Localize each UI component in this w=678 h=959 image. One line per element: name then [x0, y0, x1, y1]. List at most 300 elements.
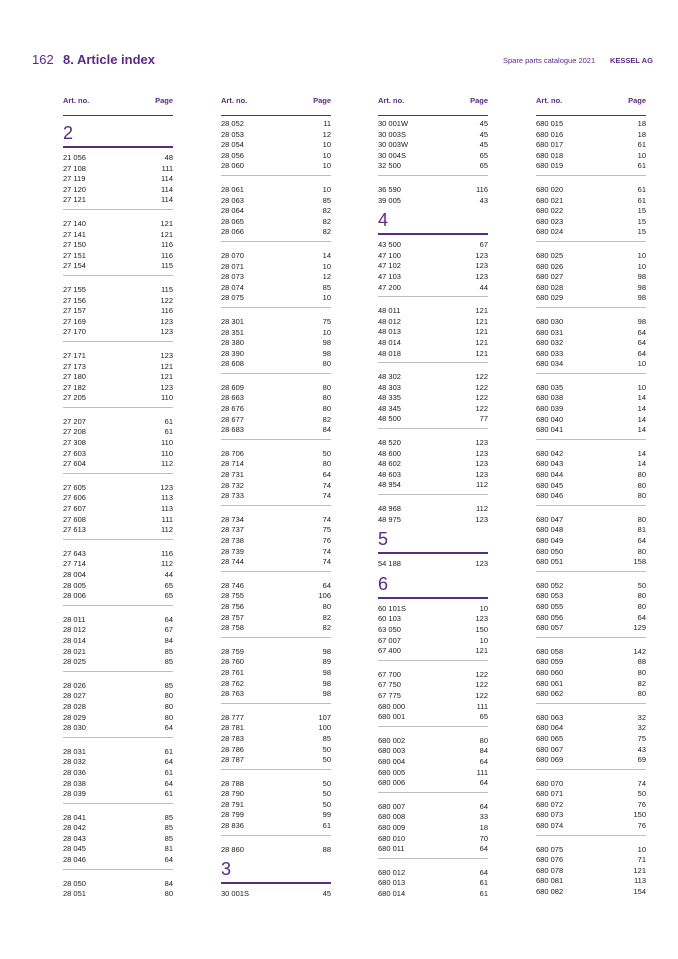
index-rows	[378, 116, 488, 899]
page-reference: 10	[322, 161, 331, 171]
page-reference: 114	[161, 195, 173, 205]
article-number: 680 034	[536, 359, 564, 369]
article-number: 67 750	[378, 680, 401, 690]
article-number: 28 028	[63, 701, 86, 711]
page-reference: 110	[161, 438, 173, 448]
article-number: 680 067	[536, 744, 564, 754]
page-reference: 116	[476, 184, 488, 194]
page-reference: 121	[633, 865, 646, 875]
page-reference: 110	[161, 448, 173, 458]
page-title: 8. Article index	[63, 52, 155, 67]
page-reference: 80	[637, 689, 646, 699]
index-row	[536, 151, 646, 162]
column-header	[221, 96, 331, 116]
index-row	[378, 449, 488, 460]
index-row	[63, 219, 173, 230]
page-reference: 85	[322, 733, 331, 743]
page-reference: 80	[164, 701, 173, 711]
index-column-2	[221, 96, 331, 900]
page-reference: 82	[322, 206, 331, 216]
group-underline	[63, 146, 173, 148]
index-row	[536, 855, 646, 866]
index-row	[221, 317, 331, 328]
index-row	[221, 889, 331, 900]
group-underline	[378, 552, 488, 554]
article-number: 28 038	[63, 778, 86, 788]
page-header-label: Page	[155, 96, 173, 105]
index-row	[221, 591, 331, 602]
catalogue-label: Spare parts catalogue 2021	[503, 56, 596, 65]
page-reference: 82	[322, 612, 331, 622]
page-reference: 142	[633, 646, 646, 656]
index-row	[536, 227, 646, 238]
index-row	[221, 581, 331, 592]
page-reference: 123	[475, 459, 488, 469]
group-separator	[536, 373, 646, 383]
page-reference: 50	[637, 580, 646, 590]
index-row	[63, 702, 173, 713]
page-reference: 44	[479, 282, 488, 292]
page-reference: 61	[164, 746, 173, 756]
page-reference: 111	[161, 514, 173, 524]
page-reference: 123	[160, 382, 173, 392]
article-number: 28 758	[221, 623, 244, 633]
article-number: 28 066	[221, 227, 244, 237]
page-reference: 80	[322, 382, 331, 392]
page-reference: 122	[475, 372, 488, 382]
article-number: 47 103	[378, 271, 401, 281]
article-number: 28 761	[221, 667, 244, 677]
group-separator	[63, 275, 173, 285]
index-row	[221, 383, 331, 394]
page-reference: 61	[164, 767, 173, 777]
page-reference: 98	[322, 689, 331, 699]
page-reference: 64	[164, 723, 173, 733]
article-number: 28 070	[221, 250, 244, 260]
page-reference: 14	[322, 250, 331, 260]
index-row	[536, 734, 646, 745]
article-number: 27 607	[63, 504, 86, 514]
group-separator	[63, 671, 173, 681]
group-heading	[378, 528, 488, 554]
index-row	[378, 404, 488, 415]
article-number: 27 170	[63, 327, 86, 337]
article-number: 27 180	[63, 372, 86, 382]
index-row	[63, 251, 173, 262]
index-row	[63, 296, 173, 307]
column-header	[536, 96, 646, 116]
article-number: 30 003S	[378, 129, 406, 139]
index-row	[378, 614, 488, 625]
index-row	[63, 844, 173, 855]
group-label: 2	[63, 123, 74, 143]
page-reference: 14	[637, 414, 646, 424]
page-reference: 10	[322, 184, 331, 194]
index-row	[221, 647, 331, 658]
article-number: 28 050	[63, 878, 86, 888]
page-reference: 14	[637, 404, 646, 414]
page-reference: 64	[164, 757, 173, 767]
index-row	[378, 636, 488, 647]
article-number: 680 008	[378, 812, 406, 822]
article-number: 28 739	[221, 546, 244, 556]
index-row	[536, 140, 646, 151]
page-reference: 88	[637, 657, 646, 667]
article-number: 28 380	[221, 338, 244, 348]
group-separator	[63, 473, 173, 483]
index-row	[221, 119, 331, 130]
index-row	[378, 196, 488, 207]
index-row	[63, 383, 173, 394]
page-reference: 75	[322, 525, 331, 535]
article-number: 680 003	[378, 746, 406, 756]
article-number: 48 345	[378, 403, 401, 413]
page-reference: 123	[475, 438, 488, 448]
index-row	[221, 338, 331, 349]
index-row	[378, 414, 488, 425]
group-separator	[221, 241, 331, 251]
page-reference: 114	[161, 174, 173, 184]
index-row	[536, 689, 646, 700]
page-reference: 10	[322, 293, 331, 303]
article-number: 680 017	[536, 140, 564, 150]
article-number: 48 018	[378, 348, 401, 358]
article-number: 680 041	[536, 425, 564, 435]
index-row	[221, 745, 331, 756]
page-reference: 50	[637, 789, 646, 799]
index-row	[536, 581, 646, 592]
article-number: 67 400	[378, 646, 401, 656]
article-number: 60 101S	[378, 603, 406, 613]
article-number: 680 065	[536, 733, 564, 743]
page-reference: 48	[164, 153, 173, 162]
article-number: 680 050	[536, 546, 564, 556]
article-number: 27 603	[63, 448, 86, 458]
index-row	[378, 823, 488, 834]
index-row	[536, 491, 646, 502]
index-row	[378, 604, 488, 615]
page-reference: 80	[637, 546, 646, 556]
group-separator	[378, 660, 488, 670]
page-reference: 14	[637, 393, 646, 403]
index-row	[536, 536, 646, 547]
page-reference: 122	[160, 295, 173, 305]
article-number: 28 734	[221, 514, 244, 524]
page-reference: 32	[637, 712, 646, 722]
index-row	[221, 251, 331, 262]
index-row	[63, 789, 173, 800]
index-row	[378, 757, 488, 768]
page-reference: 10	[637, 844, 646, 854]
article-number: 28 006	[63, 591, 86, 601]
article-number: 27 120	[63, 184, 86, 194]
index-row	[63, 174, 173, 185]
index-row	[63, 459, 173, 470]
index-row	[378, 504, 488, 515]
index-row	[63, 261, 173, 272]
group-separator	[63, 737, 173, 747]
page-reference: 64	[479, 867, 488, 877]
page-reference: 85	[164, 833, 173, 843]
index-row	[221, 185, 331, 196]
page-reference: 123	[475, 469, 488, 479]
article-number: 28 737	[221, 525, 244, 535]
page-reference: 85	[164, 812, 173, 822]
article-number: 680 035	[536, 382, 564, 392]
index-row	[63, 362, 173, 373]
group-separator	[221, 571, 331, 581]
index-row	[378, 283, 488, 294]
article-number: 28 060	[221, 161, 244, 171]
article-number: 28 046	[63, 855, 86, 865]
article-number: 680 051	[536, 557, 564, 567]
page-reference: 85	[164, 657, 173, 667]
article-number: 28 799	[221, 810, 244, 820]
article-number: 28 763	[221, 689, 244, 699]
group-separator	[63, 209, 173, 219]
page-reference: 64	[637, 338, 646, 348]
page-reference: 74	[322, 557, 331, 567]
page-reference: 80	[322, 393, 331, 403]
article-number: 28 042	[63, 823, 86, 833]
article-number: 680 046	[536, 491, 564, 501]
index-row	[63, 438, 173, 449]
index-row	[536, 679, 646, 690]
page-reference: 85	[164, 646, 173, 656]
article-number: 680 042	[536, 448, 564, 458]
page-reference: 74	[322, 491, 331, 501]
article-number: 28 676	[221, 404, 244, 414]
article-number: 680 021	[536, 195, 564, 205]
index-row	[63, 153, 173, 164]
page-reference: 65	[164, 580, 173, 590]
index-row	[63, 230, 173, 241]
article-number: 680 059	[536, 657, 564, 667]
article-number: 28 609	[221, 382, 244, 392]
index-row	[221, 536, 331, 547]
article-number: 680 013	[378, 878, 406, 888]
article-number: 30 004S	[378, 150, 406, 160]
article-number: 28 043	[63, 833, 86, 843]
index-row	[378, 889, 488, 900]
index-row	[378, 625, 488, 636]
art-no-header: Art. no.	[63, 96, 90, 105]
article-number: 67 775	[378, 690, 401, 700]
article-number: 28 746	[221, 580, 244, 590]
article-number: 680 053	[536, 591, 564, 601]
article-number: 28 836	[221, 821, 244, 831]
page-reference: 14	[637, 448, 646, 458]
page-reference: 88	[322, 844, 331, 854]
page-reference: 64	[637, 536, 646, 545]
index-row	[221, 151, 331, 162]
article-number: 27 108	[63, 163, 86, 173]
index-row	[536, 723, 646, 734]
page-reference: 123	[160, 482, 173, 492]
page-reference: 122	[475, 669, 488, 679]
article-number: 28 791	[221, 799, 244, 809]
index-row	[378, 119, 488, 130]
page-reference: 129	[633, 623, 646, 633]
page-reference: 80	[479, 735, 488, 745]
index-row	[378, 130, 488, 141]
index-row	[221, 196, 331, 207]
article-number: 680 001	[378, 712, 406, 722]
index-row	[536, 349, 646, 360]
article-number: 27 606	[63, 493, 86, 503]
article-number: 680 019	[536, 161, 564, 171]
index-row	[63, 615, 173, 626]
page-reference: 123	[475, 559, 488, 569]
group-label: 5	[378, 529, 389, 550]
article-number: 48 335	[378, 393, 401, 403]
article-number: 67 700	[378, 669, 401, 679]
article-number: 680 004	[378, 756, 406, 766]
page-reference: 98	[637, 282, 646, 292]
article-number: 48 302	[378, 372, 401, 382]
article-number: 48 600	[378, 448, 401, 458]
article-number: 680 062	[536, 689, 564, 699]
article-number: 28 054	[221, 140, 244, 150]
index-row	[221, 723, 331, 734]
page-reference: 123	[475, 614, 488, 624]
index-row	[378, 680, 488, 691]
page-reference: 98	[637, 293, 646, 303]
page-reference: 45	[479, 129, 488, 139]
index-row	[221, 404, 331, 415]
index-row	[221, 262, 331, 273]
index-row	[221, 130, 331, 141]
article-number: 27 171	[63, 350, 86, 360]
article-number: 28 738	[221, 536, 244, 545]
page-reference: 80	[637, 667, 646, 677]
page-reference: 10	[322, 261, 331, 271]
article-number: 28 021	[63, 646, 86, 656]
article-number: 28 860	[221, 844, 244, 854]
article-number: 28 788	[221, 778, 244, 788]
article-number: 47 100	[378, 250, 401, 260]
index-row	[536, 591, 646, 602]
index-row	[536, 283, 646, 294]
page-reference: 122	[475, 680, 488, 690]
page-reference: 121	[475, 327, 488, 337]
article-number: 32 500	[378, 161, 401, 171]
index-row	[221, 393, 331, 404]
index-row	[221, 217, 331, 228]
article-number: 27 173	[63, 361, 86, 371]
article-number: 27 169	[63, 316, 86, 326]
page-reference: 116	[161, 240, 173, 250]
index-row	[536, 359, 646, 370]
page-reference: 64	[164, 614, 173, 624]
page-reference: 113	[161, 504, 173, 514]
article-number: 27 121	[63, 195, 86, 205]
page-reference: 61	[637, 161, 646, 171]
index-row	[221, 810, 331, 821]
page-reference: 121	[160, 372, 173, 382]
index-row	[378, 559, 488, 570]
group-separator	[536, 835, 646, 845]
article-number: 680 027	[536, 272, 564, 282]
article-number: 28 005	[63, 580, 86, 590]
index-row	[63, 647, 173, 658]
page-reference: 80	[637, 601, 646, 611]
group-separator	[378, 362, 488, 372]
article-number: 28 011	[63, 614, 86, 624]
page-reference: 64	[479, 844, 488, 854]
page-reference: 65	[164, 591, 173, 601]
page-reference: 123	[475, 514, 488, 524]
index-row	[63, 779, 173, 790]
page-reference: 80	[637, 514, 646, 524]
index-row	[378, 327, 488, 338]
article-number: 680 078	[536, 865, 564, 875]
page-reference: 100	[318, 723, 331, 733]
page-reference: 110	[161, 393, 173, 403]
article-number: 680 075	[536, 844, 564, 854]
index-row	[536, 668, 646, 679]
page-reference: 122	[475, 382, 488, 392]
page-reference: 65	[479, 712, 488, 722]
article-number: 27 182	[63, 382, 86, 392]
page-reference: 74	[322, 480, 331, 490]
group-heading	[63, 122, 173, 148]
article-number: 27 605	[63, 482, 86, 492]
page-reference: 98	[637, 316, 646, 326]
index-row	[536, 713, 646, 724]
index-row	[378, 459, 488, 470]
index-row	[221, 845, 331, 856]
article-number: 48 012	[378, 316, 401, 326]
index-row	[536, 515, 646, 526]
article-number: 30 003W	[378, 140, 409, 150]
page-reference: 121	[475, 646, 488, 656]
article-number: 680 071	[536, 789, 564, 799]
article-number: 28 036	[63, 767, 86, 777]
page-reference: 64	[637, 348, 646, 358]
page-reference: 45	[479, 119, 488, 128]
index-row	[378, 646, 488, 657]
index-row	[63, 393, 173, 404]
article-number: 28 039	[63, 789, 86, 799]
article-number: 28 777	[221, 712, 244, 722]
group-separator	[536, 307, 646, 317]
page-reference: 74	[637, 778, 646, 788]
index-row	[221, 713, 331, 724]
article-number: 48 968	[378, 504, 401, 514]
group-separator	[536, 637, 646, 647]
index-row	[536, 866, 646, 877]
index-row	[536, 130, 646, 141]
page-reference: 80	[322, 359, 331, 369]
page-reference: 44	[164, 570, 173, 579]
group-separator	[378, 726, 488, 736]
page-reference: 10	[637, 250, 646, 260]
page-reference: 84	[479, 746, 488, 756]
index-row	[378, 702, 488, 713]
index-row	[221, 613, 331, 624]
page-reference: 80	[637, 480, 646, 490]
page-reference: 121	[475, 316, 488, 326]
index-row	[536, 206, 646, 217]
page-reference: 80	[164, 889, 173, 899]
index-row	[536, 602, 646, 613]
page-reference: 11	[323, 119, 331, 128]
page-reference: 64	[479, 801, 488, 811]
article-number: 27 308	[63, 438, 86, 448]
article-number: 28 755	[221, 591, 244, 601]
index-row	[378, 812, 488, 823]
